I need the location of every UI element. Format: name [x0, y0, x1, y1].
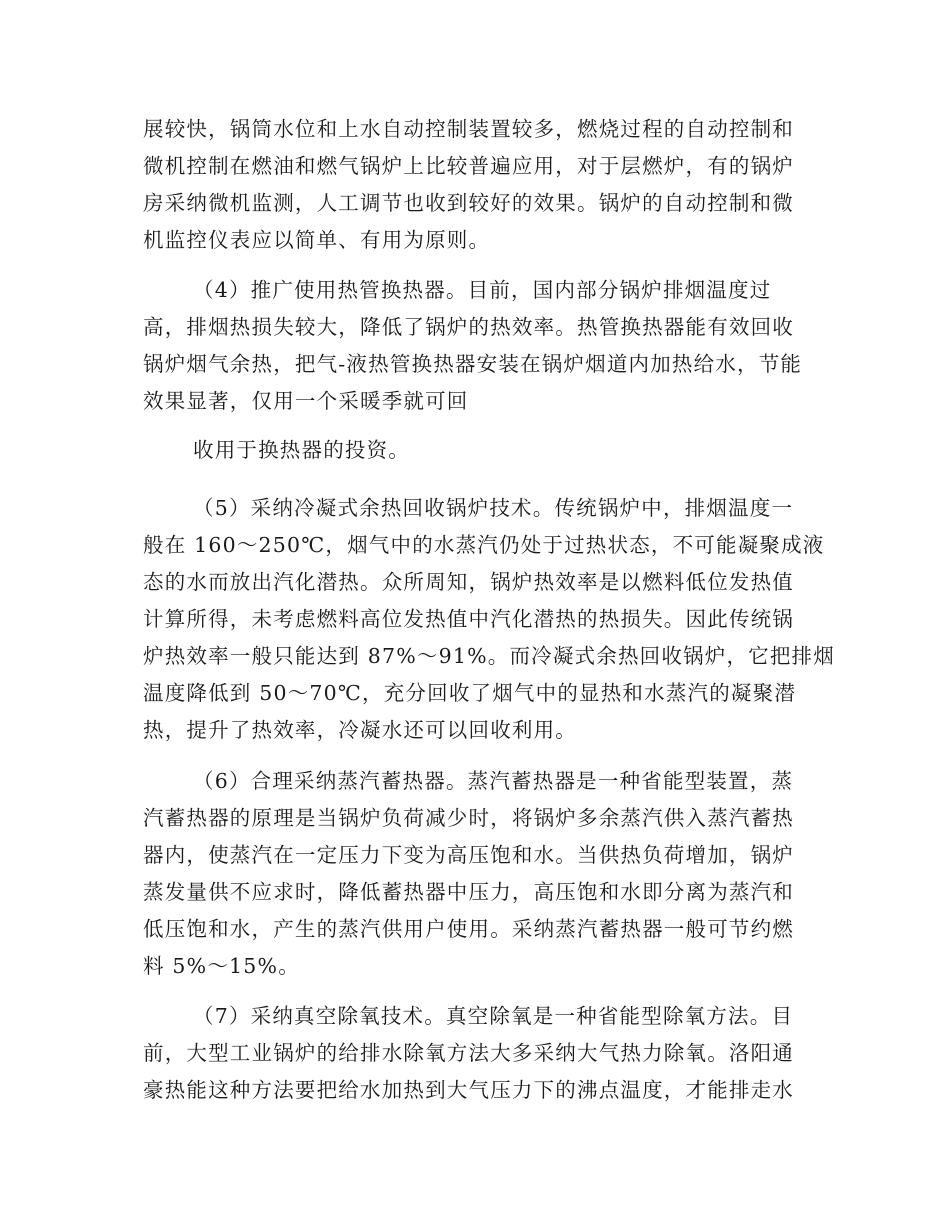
text-line: 蒸发量供不应求时，降低蓄热器中压力，高压饱和水即分离为蒸汽和 — [143, 880, 794, 904]
text-line: 豪热能这种方法要把给水加热到大气压力下的沸点温度，才能排走水 — [143, 1078, 794, 1102]
text-line: 热，提升了热效率，冷凝水还可以回收利用。 — [143, 718, 577, 742]
text-line: 计算所得，未考虑燃料高位发热值中汽化潜热的热损失。因此传统锅 — [143, 607, 794, 631]
text-line: 汽蓄热器的原理是当锅炉负荷减少时，将锅炉多余蒸汽供入蒸汽蓄热 — [143, 806, 794, 830]
text-line: 炉热效率一般只能达到 87%～91%。而冷凝式余热回收锅炉，它把排烟 — [143, 644, 835, 668]
text-line: 料 5%～15%。 — [143, 954, 300, 978]
text-line: （6）合理采纳蒸汽蓄热器。蒸汽蓄热器是一种省能型装置，蒸 — [193, 769, 794, 793]
text-line: 机监控仪表应以简单、有用为原则。 — [143, 228, 491, 252]
text-line: （7）采纳真空除氧技术。真空除氧是一种省能型除氧方法。目 — [193, 1004, 794, 1028]
text-line: 微机控制在燃油和燃气锅炉上比较普遍应用，对于层燃炉，有的锅炉 — [143, 154, 794, 178]
text-line: 前，大型工业锅炉的给排水除氧方法大多采纳大气热力除氧。洛阳通 — [143, 1041, 794, 1065]
text-line: 温度降低到 50～70℃，充分回收了烟气中的显热和水蒸汽的凝聚潜 — [143, 681, 797, 705]
text-line: 般在 160～250℃，烟气中的水蒸汽仍处于过热状态，不可能凝聚成液 — [143, 533, 825, 557]
text-line: 态的水而放出汽化潜热。众所周知，锅炉热效率是以燃料低位发热值 — [143, 570, 794, 594]
text-line: （5）采纳冷凝式余热回收锅炉技术。传统锅炉中，排烟温度一 — [193, 496, 794, 520]
text-line: 锅炉烟气余热，把气-液热管换热器安装在锅炉烟道内加热给水，节能 — [143, 352, 803, 376]
text-line: 收用于换热器的投资。 — [193, 438, 410, 462]
text-line: 房采纳微机监测，人工调节也收到较好的效果。锅炉的自动控制和微 — [143, 191, 794, 215]
text-line: 展较快，锅筒水位和上水自动控制装置较多，燃烧过程的自动控制和 — [143, 117, 794, 141]
text-line: 高，排烟热损失较大，降低了锅炉的热效率。热管换热器能有效回收 — [143, 315, 794, 339]
text-line: （4）推广使用热管换热器。目前，国内部分锅炉排烟温度过 — [193, 278, 772, 302]
text-line: 效果显著，仅用一个采暖季就可回 — [143, 389, 469, 413]
text-line: 器内，使蒸汽在一定压力下变为高压饱和水。当供热负荷增加，锅炉 — [143, 843, 794, 867]
text-line: 低压饱和水，产生的蒸汽供用户使用。采纳蒸汽蓄热器一般可节约燃 — [143, 917, 794, 941]
